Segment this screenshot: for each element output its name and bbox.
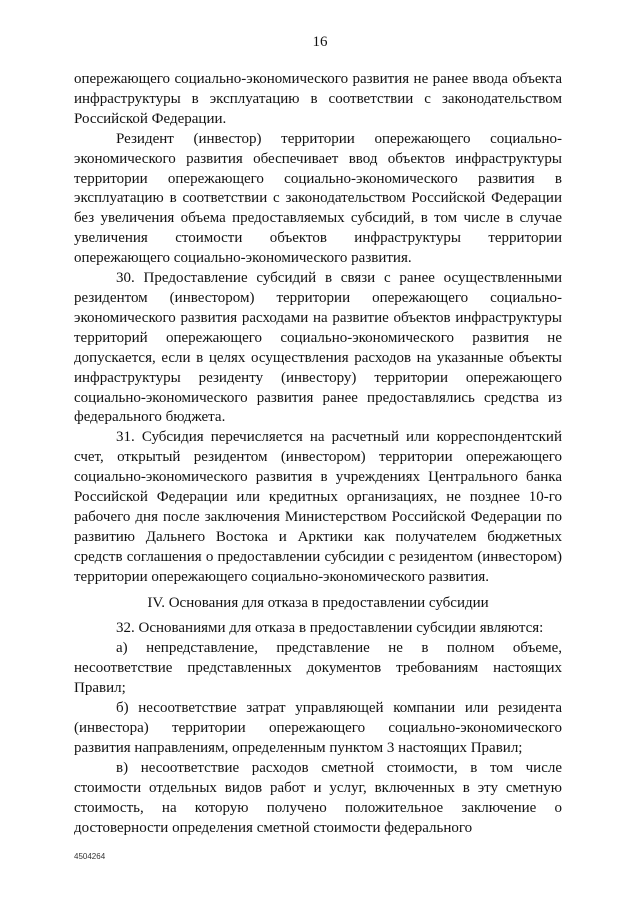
- paragraph-32-a: а) непредставление, представление не в полном объеме, несоответствие представленных документов требованиям настоящих Правил;: [74, 640, 562, 697]
- paragraph-32: 32. Основаниями для отказа в предоставлении субсидии являются:: [116, 620, 544, 637]
- paragraph-resident-obligation: Резидент (инвестор) территории опережающего социально-экономического развития обеспечивает ввод объектов инфраструктуры территории опережающего социально-экономического развития в эксплуатацию в соответствии с законодательством Российской Федерации без увеличения объема предоставляемых субсидий, в том числе в случае увеличения стоимости объектов инфраструктуры территории опережающего социально-экономического развития.: [74, 130, 562, 267]
- section-heading-iv: IV. Основания для отказа в предоставлении субсидии: [147, 594, 489, 611]
- paragraph-30: 30. Предоставление субсидий в связи с ранее осуществленными резидентом (инвестором) территории опережающего социально-экономического развития расходами на развитие объектов инфраструктуры территорий опережающего социально-экономического развития не допускается, если в целях осуществления расходов на указанные объекты инфраструктуры резиденту (инвестору) территории опережающего социально-экономического развития ранее предоставлялись средства из федерального бюджета.: [74, 270, 562, 426]
- document-body: [74, 70, 562, 838]
- paragraph-continuation: опережающего социально-экономического развития не ранее ввода объекта инфраструктуры в эксплуатацию в соответствии с законодательством Российской Федерации.: [74, 71, 562, 127]
- paragraph-31: 31. Субсидия перечисляется на расчетный или корреспондентский счет, открытый резидентом (инвестором) территории опережающего социально-экономического развития в учреждениях Центрального банка Российской Федерации или кредитных организациях, не позднее 10-го рабочего дня после заключения Министерством Российской Федерации по развитию Дальнего Востока и Арктики как получателем бюджетных средств соглашения о предоставлении субсидии с резидентом (инвестором) территории опережающего социально-экономического развития.: [74, 429, 562, 585]
- paragraph-32-c: в) несоответствие расходов сметной стоимости, в том числе стоимости отдельных видов работ и услуг, включенных в эту сметную стоимость, на которую получено положительное заключение о достоверности определения сметной стоимости федерального: [74, 759, 562, 836]
- paragraph-32-b: б) несоответствие затрат управляющей компании или резидента (инвестора) территории опережающего социально-экономического развития направлениям, определенным пунктом 3 настоящих Правил;: [74, 700, 562, 756]
- page-number: 16: [312, 34, 328, 50]
- document-id: 4504264: [74, 852, 106, 861]
